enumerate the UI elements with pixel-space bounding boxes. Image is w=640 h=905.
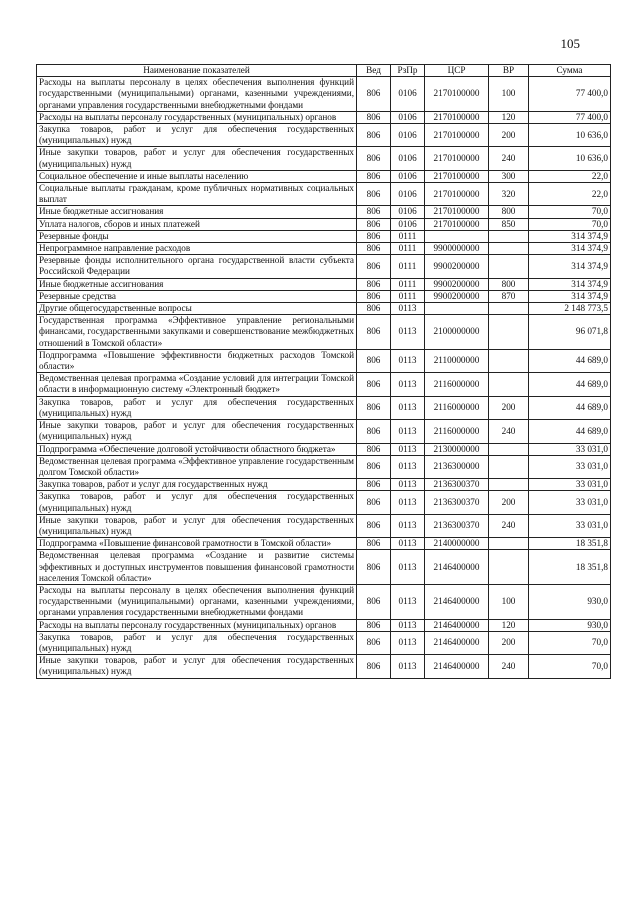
table-row [37,396,611,419]
cell-rzpr: 0113 [391,514,425,537]
cell-ved: 806 [357,619,391,631]
table-header-row [37,65,611,77]
cell-ved: 806 [357,349,391,372]
cell-rzpr: 0111 [391,230,425,242]
cell-vr: 300 [489,170,529,182]
cell-ved: 806 [357,514,391,537]
cell-csr: 2116000000 [425,396,489,419]
cell-csr: 2146400000 [425,584,489,619]
cell-name: Расходы на выплаты персоналу в целях обеспечения выполнения функций государственными (муниципальными) органами, казенными учреждениями, органами управления государственными внебюджетными фондами [37,77,357,112]
cell-ved: 806 [357,170,391,182]
table-row [37,420,611,443]
cell-name: Иные закупки товаров, работ и услуг для обеспечения государственных (муниципальных) нужд [37,147,357,170]
cell-ved: 806 [357,443,391,455]
cell-sum: 77 400,0 [529,111,611,123]
cell-sum: 44 689,0 [529,349,611,372]
cell-name: Резервные фонды исполнительного органа государственной власти субъекта Российской Федерации [37,255,357,278]
cell-vr: 800 [489,206,529,218]
cell-name: Иные закупки товаров, работ и услуг для обеспечения государственных (муниципальных) нужд [37,420,357,443]
table-row [37,170,611,182]
cell-vr [489,230,529,242]
cell-name: Иные закупки товаров, работ и услуг для обеспечения государственных (муниципальных) нужд [37,514,357,537]
cell-csr: 2116000000 [425,373,489,396]
cell-sum: 70,0 [529,218,611,230]
table-row [37,514,611,537]
cell-name: Закупка товаров, работ и услуг для обеспечения государственных (муниципальных) нужд [37,491,357,514]
cell-ved: 806 [357,491,391,514]
cell-name: Подпрограмма «Повышение эффективности бюджетных расходов Томской области» [37,349,357,372]
table-row [37,243,611,255]
header-vr: ВР [489,65,529,77]
cell-sum: 314 374,9 [529,255,611,278]
cell-csr: 2170100000 [425,218,489,230]
cell-rzpr: 0113 [391,455,425,478]
cell-rzpr: 0113 [391,315,425,350]
table-row [37,584,611,619]
cell-csr: 9900000000 [425,243,489,255]
cell-sum: 314 374,9 [529,290,611,302]
cell-ved: 806 [357,255,391,278]
cell-sum: 33 031,0 [529,514,611,537]
header-ved: Вед [357,65,391,77]
table-row [37,218,611,230]
cell-rzpr: 0113 [391,479,425,491]
cell-ved: 806 [357,584,391,619]
table-row [37,315,611,350]
cell-ved: 806 [357,206,391,218]
table-row [37,303,611,315]
cell-ved: 806 [357,218,391,230]
cell-csr: 2116000000 [425,420,489,443]
cell-name: Иные закупки товаров, работ и услуг для обеспечения государственных (муниципальных) нужд [37,655,357,678]
cell-rzpr: 0113 [391,349,425,372]
cell-name: Другие общегосударственные вопросы [37,303,357,315]
cell-vr: 200 [489,631,529,654]
cell-csr: 2136300370 [425,491,489,514]
cell-rzpr: 0113 [391,631,425,654]
cell-sum: 33 031,0 [529,479,611,491]
cell-ved: 806 [357,243,391,255]
header-name: Наименование показателей [37,65,357,77]
cell-name: Расходы на выплаты персоналу в целях обеспечения выполнения функций государственными (муниципальными) органами, казенными учреждениями, органами управления государственными внебюджетными фондами [37,584,357,619]
cell-ved: 806 [357,373,391,396]
table-row [37,278,611,290]
cell-vr [489,479,529,491]
cell-csr: 2146400000 [425,619,489,631]
cell-vr [489,455,529,478]
cell-rzpr: 0106 [391,147,425,170]
cell-csr: 2170100000 [425,170,489,182]
cell-name: Резервные фонды [37,230,357,242]
cell-sum: 44 689,0 [529,396,611,419]
cell-csr: 2100000000 [425,315,489,350]
header-sum: Сумма [529,65,611,77]
table-row [37,655,611,678]
cell-sum: 70,0 [529,655,611,678]
cell-sum: 10 636,0 [529,124,611,147]
cell-ved: 806 [357,538,391,550]
cell-rzpr: 0111 [391,290,425,302]
cell-rzpr: 0106 [391,183,425,206]
table-row [37,373,611,396]
cell-name: Подпрограмма «Повышение финансовой грамотности в Томской области» [37,538,357,550]
cell-sum: 96 071,8 [529,315,611,350]
cell-vr: 870 [489,290,529,302]
cell-name: Уплата налогов, сборов и иных платежей [37,218,357,230]
cell-ved: 806 [357,278,391,290]
table-row [37,124,611,147]
table-row [37,147,611,170]
budget-table [36,64,611,679]
cell-ved: 806 [357,455,391,478]
cell-csr: 2170100000 [425,124,489,147]
cell-ved: 806 [357,290,391,302]
table-row [37,491,611,514]
cell-sum: 930,0 [529,619,611,631]
cell-name: Расходы на выплаты персоналу государственных (муниципальных) органов [37,111,357,123]
cell-rzpr: 0113 [391,373,425,396]
cell-sum: 33 031,0 [529,455,611,478]
cell-rzpr: 0106 [391,77,425,112]
table-row [37,631,611,654]
cell-vr: 240 [489,147,529,170]
cell-csr: 2136300370 [425,479,489,491]
cell-rzpr: 0111 [391,243,425,255]
cell-name: Ведомственная целевая программа «Создание и развитие системы эффективных и доступных инструментов повышения финансовой грамотности населения Томской области» [37,550,357,585]
cell-rzpr: 0106 [391,170,425,182]
cell-ved: 806 [357,147,391,170]
cell-vr [489,303,529,315]
cell-ved: 806 [357,230,391,242]
cell-csr: 2146400000 [425,550,489,585]
cell-name: Иные бюджетные ассигнования [37,206,357,218]
table-row [37,619,611,631]
cell-vr: 120 [489,619,529,631]
cell-sum: 44 689,0 [529,373,611,396]
cell-vr [489,373,529,396]
cell-rzpr: 0113 [391,443,425,455]
cell-rzpr: 0113 [391,550,425,585]
cell-vr: 200 [489,124,529,147]
cell-name: Непрограммное направление расходов [37,243,357,255]
cell-csr: 2130000000 [425,443,489,455]
table-row [37,455,611,478]
cell-vr: 100 [489,77,529,112]
cell-vr: 320 [489,183,529,206]
cell-ved: 806 [357,420,391,443]
cell-ved: 806 [357,111,391,123]
cell-ved: 806 [357,479,391,491]
cell-csr: 2170100000 [425,183,489,206]
cell-csr: 2136300370 [425,514,489,537]
cell-csr: 9900200000 [425,255,489,278]
table-row [37,443,611,455]
header-rzpr: РзПр [391,65,425,77]
cell-rzpr: 0113 [391,396,425,419]
table-body [37,77,611,678]
cell-vr [489,349,529,372]
cell-sum: 44 689,0 [529,420,611,443]
cell-ved: 806 [357,550,391,585]
cell-vr [489,538,529,550]
cell-ved: 806 [357,183,391,206]
cell-sum: 70,0 [529,206,611,218]
cell-ved: 806 [357,315,391,350]
cell-rzpr: 0106 [391,124,425,147]
cell-ved: 806 [357,77,391,112]
cell-rzpr: 0113 [391,420,425,443]
cell-sum: 22,0 [529,170,611,182]
cell-name: Закупка товаров, работ и услуг для обеспечения государственных (муниципальных) нужд [37,124,357,147]
cell-vr [489,255,529,278]
cell-ved: 806 [357,655,391,678]
cell-rzpr: 0106 [391,111,425,123]
cell-name: Резервные средства [37,290,357,302]
table-row [37,255,611,278]
cell-vr [489,243,529,255]
cell-name: Расходы на выплаты персоналу государственных (муниципальных) органов [37,619,357,631]
cell-csr: 2136300000 [425,455,489,478]
cell-name: Государственная программа «Эффективное управление региональными финансами, государственными закупками и совершенствование межбюджетных отношений в Томской области» [37,315,357,350]
cell-vr: 850 [489,218,529,230]
cell-rzpr: 0113 [391,538,425,550]
cell-vr: 120 [489,111,529,123]
cell-rzpr: 0113 [391,655,425,678]
page-number: 105 [560,36,580,51]
cell-sum: 10 636,0 [529,147,611,170]
cell-vr: 240 [489,514,529,537]
cell-rzpr: 0111 [391,278,425,290]
cell-sum: 33 031,0 [529,491,611,514]
header-csr: ЦСР [425,65,489,77]
cell-ved: 806 [357,124,391,147]
cell-csr: 2170100000 [425,77,489,112]
table-row [37,230,611,242]
cell-vr: 240 [489,420,529,443]
cell-rzpr: 0106 [391,206,425,218]
cell-rzpr: 0106 [391,218,425,230]
table-row [37,111,611,123]
table-row [37,183,611,206]
cell-csr: 2146400000 [425,655,489,678]
table-row [37,206,611,218]
cell-name: Иные бюджетные ассигнования [37,278,357,290]
cell-sum: 77 400,0 [529,77,611,112]
cell-sum: 18 351,8 [529,538,611,550]
cell-sum: 2 148 773,5 [529,303,611,315]
cell-sum: 18 351,8 [529,550,611,585]
cell-vr: 200 [489,396,529,419]
cell-sum: 314 374,9 [529,278,611,290]
cell-vr [489,315,529,350]
cell-csr: 2170100000 [425,206,489,218]
table-row [37,290,611,302]
cell-name: Социальные выплаты гражданам, кроме публичных нормативных социальных выплат [37,183,357,206]
cell-rzpr: 0113 [391,584,425,619]
cell-ved: 806 [357,303,391,315]
cell-csr: 2140000000 [425,538,489,550]
cell-ved: 806 [357,631,391,654]
cell-name: Закупка товаров, работ и услуг для обеспечения государственных (муниципальных) нужд [37,396,357,419]
cell-csr [425,230,489,242]
cell-csr: 2146400000 [425,631,489,654]
cell-sum: 33 031,0 [529,443,611,455]
cell-sum: 314 374,9 [529,230,611,242]
cell-rzpr: 0113 [391,303,425,315]
cell-ved: 806 [357,396,391,419]
cell-csr: 2170100000 [425,111,489,123]
cell-name: Социальное обеспечение и иные выплаты населению [37,170,357,182]
cell-vr: 200 [489,491,529,514]
cell-rzpr: 0113 [391,491,425,514]
cell-sum: 314 374,9 [529,243,611,255]
cell-sum: 22,0 [529,183,611,206]
cell-rzpr: 0111 [391,255,425,278]
table-row [37,349,611,372]
cell-csr: 9900200000 [425,278,489,290]
cell-vr: 800 [489,278,529,290]
cell-vr: 100 [489,584,529,619]
cell-name: Закупка товаров, работ и услуг для обеспечения государственных (муниципальных) нужд [37,631,357,654]
cell-csr: 2110000000 [425,349,489,372]
table-row [37,550,611,585]
cell-name: Ведомственная целевая программа «Создание условий для интеграции Томской области в информационную систему «Электронный бюджет» [37,373,357,396]
table-row [37,538,611,550]
cell-sum: 930,0 [529,584,611,619]
cell-csr [425,303,489,315]
cell-sum: 70,0 [529,631,611,654]
cell-rzpr: 0113 [391,619,425,631]
cell-csr: 9900200000 [425,290,489,302]
cell-name: Подпрограмма «Обеспечение долговой устойчивости областного бюджета» [37,443,357,455]
table-row [37,77,611,112]
cell-vr [489,550,529,585]
cell-name: Ведомственная целевая программа «Эффективное управление государственным долгом Томской области» [37,455,357,478]
cell-csr: 2170100000 [425,147,489,170]
table-row [37,479,611,491]
cell-vr: 240 [489,655,529,678]
cell-name: Закупка товаров, работ и услуг для государственных нужд [37,479,357,491]
cell-vr [489,443,529,455]
